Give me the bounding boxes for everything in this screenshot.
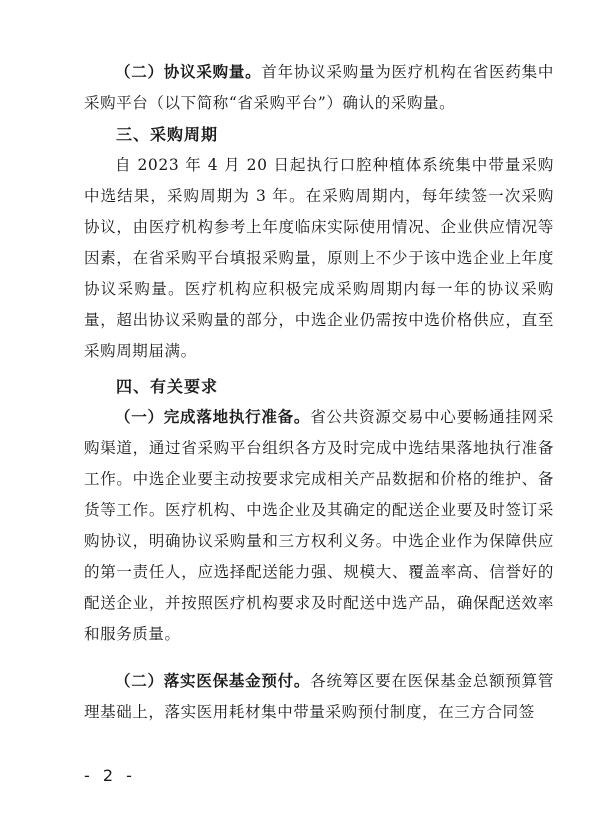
paragraph-agreement-quantity xyxy=(84,57,554,119)
paragraph-body: 省公共资源交易中心要畅通挂网采购渠道，通过省采购平台组织各方及时完成中选结果落地执行准备工作。中选企业要主动按要求完成相关产品数据和价格的维护、备货等工作。医疗机构、中选企业及其确定的配送企业要及时签订采购协议，明确协议采购量和三方权利义务。中选企业作为保障供应的第一责任人，应选择配送能力强、规模大、覆盖率高、信誉好的配送企业，并按照医疗机构要求及时配送中选产品，确保配送效率和服务质量。 xyxy=(84,408,554,643)
paragraph-heading: （二）落实医保基金预付。 xyxy=(115,672,311,690)
section-heading-requirements: 四、有关要求 xyxy=(116,377,219,396)
paragraph-body: 首年协议采购量为医疗机构在省医药集中采购平台（以下简称“省采购平台”）确认的采购量。 xyxy=(84,63,554,112)
paragraph-heading: （一）完成落地执行准备。 xyxy=(115,408,311,426)
page-number: - 2 - xyxy=(84,766,136,785)
paragraph-implementation-preparation xyxy=(84,402,554,650)
paragraph-body: 自 2023 年 4 月 20 日起执行口腔种植体系统集中带量采购中选结果，采购周期为 3 年。在采购周期内，每年续签一次采购协议，由医疗机构参考上年度临床实际使用情况、企业供应情况等因素，在省采购平台填报采购量，原则上不少于该中选企业上年度协议采购量。医疗机构应积极完成采购周期内每一年的协议采购量，超出协议采购量的部分，中选企业仍需按中选价格供应，直至采购周期届满。 xyxy=(84,156,554,360)
paragraph-body: 各统筹区要在医保基金总额预算管理基础上，落实医用耗材集中带量采购预付制度，在三方合同签 xyxy=(84,672,554,721)
section-heading-procurement-period: 三、采购周期 xyxy=(116,125,219,144)
paragraph-insurance-prepayment xyxy=(84,666,554,728)
paragraph-heading: （二）协议采购量。 xyxy=(115,63,262,81)
paragraph-procurement-period xyxy=(84,150,554,367)
